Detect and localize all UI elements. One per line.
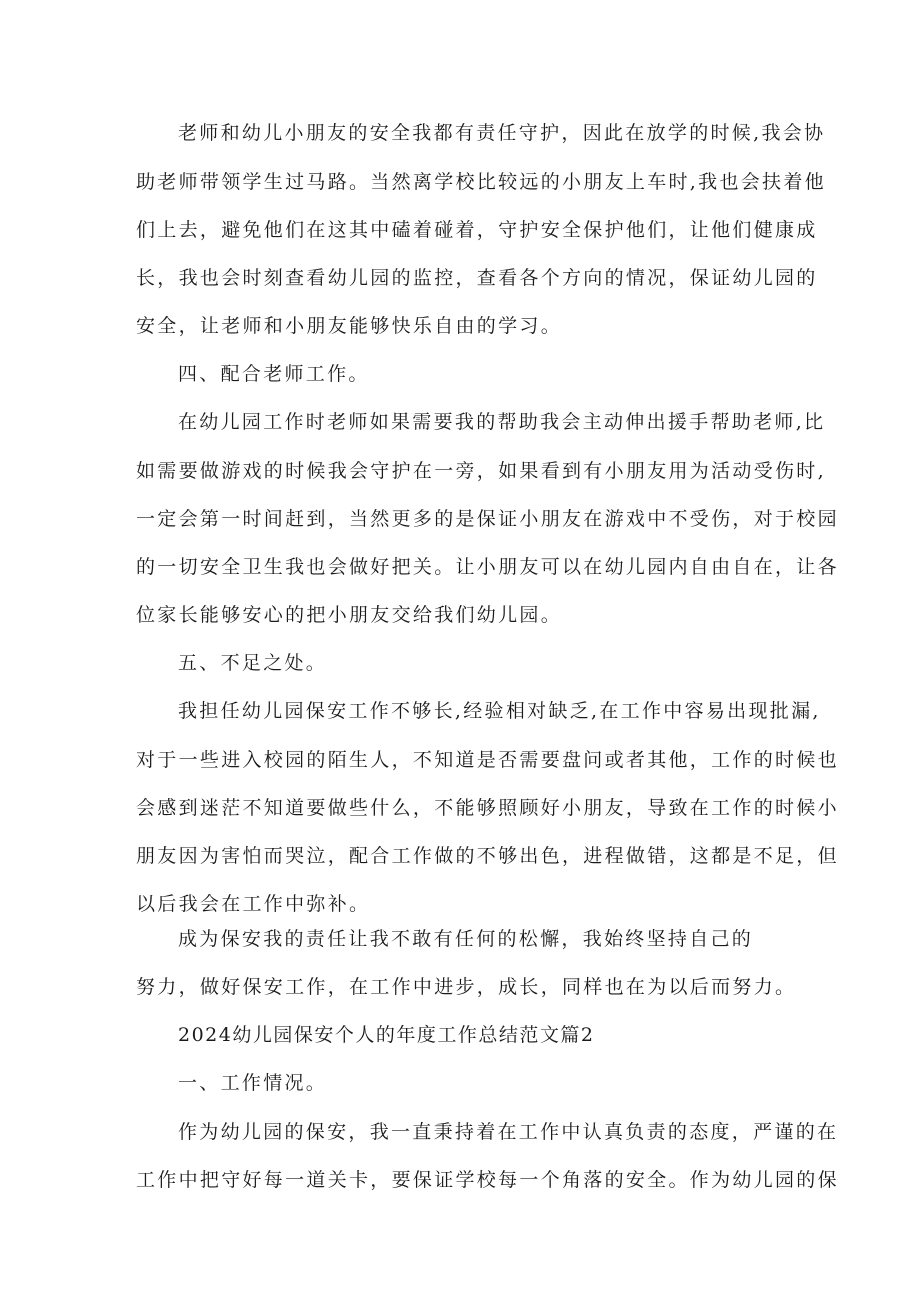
paragraph-line-3: 们上去，避免他们在这其中磕着碰着，守护安全保护他们，让他们健康成 [136,219,818,241]
paragraph-line-19: 工作中把守好每一道关卡，要保证学校每一个角落的安全。作为幼儿园的保 [136,1169,839,1191]
paragraph-line-9: 的一切安全卫生我也会做好把关。让小朋友可以在幼儿园内自由自在，让各 [136,556,839,578]
paragraph-line-6: 在幼儿园工作时老师如果需要我的帮助我会主动伸出援手帮助老师,比 [178,411,826,433]
paragraph-line-2: 助老师带领学生过马路。当然离学校比较远的小朋友上车时,我也会扶着他 [136,171,826,193]
paragraph-line-15: 以后我会在工作中弥补。 [136,893,371,915]
article-title: 2024幼儿园保安个人的年度工作总结范文篇2 [178,1024,595,1046]
section-heading-4: 四、配合老师工作。 [178,363,370,385]
paragraph-line-8: 一定会第一时间赶到，当然更多的是保证小朋友在游戏中不受伤，对于校园 [136,508,839,530]
paragraph-line-7: 如需要做游戏的时候我会守护在一旁，如果看到有小朋友用为活动受伤时, [136,460,826,482]
paragraph-line-13: 会感到迷茫不知道要做些什么，不能够照顾好小朋友，导致在工作的时候小 [136,797,839,819]
section-heading-5: 五、不足之处。 [178,652,328,674]
paragraph-line-5: 安全，让老师和小朋友能够快乐自由的学习。 [136,315,563,337]
paragraph-line-17: 努力，做好保安工作，在工作中进步，成长，同样也在为以后而努力。 [136,976,797,998]
paragraph-line-14: 朋友因为害怕而哭泣，配合工作做的不够出色，进程做错，这都是不足，但 [136,845,839,867]
paragraph-line-4: 长，我也会时刻查看幼儿园的监控，查看各个方向的情况，保证幼儿园的 [136,267,818,289]
paragraph-line-18: 作为幼儿园的保安，我一直秉持着在工作中认真负责的态度，严谨的在 [178,1121,839,1143]
paragraph-line-16: 成为保安我的责任让我不敢有任何的松懈，我始终坚持自己的 [178,928,754,950]
paragraph-line-10: 位家长能够安心的把小朋友交给我们幼儿园。 [136,604,563,626]
section-heading-1: 一、工作情况。 [178,1072,328,1094]
paragraph-line-1: 老师和幼儿小朋友的安全我都有责任守护，因此在放学的时候,我会协 [178,122,826,144]
paragraph-line-12: 对于一些进入校园的陌生人，不知道是否需要盘问或者其他，工作的时候也 [136,749,839,771]
paragraph-line-11: 我担任幼儿园保安工作不够长,经验相对缺乏,在工作中容易出现批漏, [178,700,821,722]
